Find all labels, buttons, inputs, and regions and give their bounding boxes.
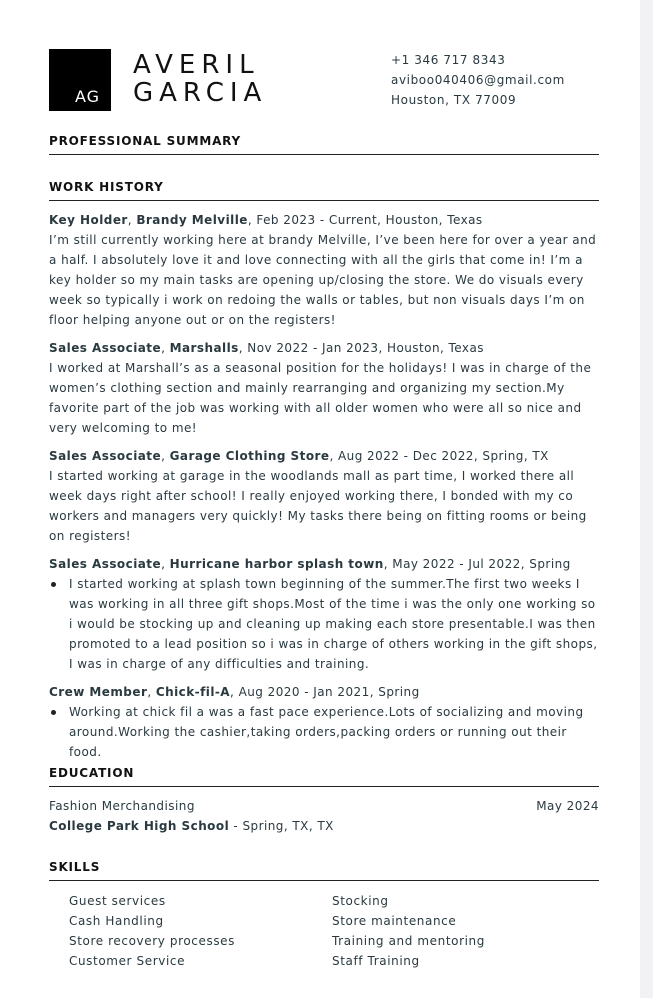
first-name: AVERIL xyxy=(133,50,260,80)
skill-item: Customer Service xyxy=(69,954,186,968)
job-employer: Marshalls xyxy=(169,341,239,355)
education-section xyxy=(49,766,599,836)
job-description: I worked at Marshall’s as a seasonal position for the holidays! I was in charge of the women’s clothing section and mainly rearranging and organizing my section.My favorite part of the job was working with all older women who were all so nice and very welcoming to me! xyxy=(49,361,592,435)
skill-item: Guest services xyxy=(69,894,166,908)
professional-summary-section xyxy=(49,134,599,155)
job-bullet xyxy=(49,574,599,674)
job-entry xyxy=(49,682,599,762)
section-title-summary: PROFESSIONAL SUMMARY xyxy=(49,134,599,155)
bullet-icon xyxy=(51,582,56,587)
job-title: Sales Associate xyxy=(49,557,162,571)
job-title: Sales Associate xyxy=(49,341,162,355)
skill-item: Training and mentoring xyxy=(332,934,485,948)
job-bullet-text: I started working at splash town beginning of the summer.The first two weeks I was working in all three gift shops.Most of the time i was the only one working so i would be stocking up and cleaning up making each store presentable.I was then promoted to a lead position so i was in charge of others working in the gift shops, I was in charge of any difficulties and training. xyxy=(69,577,598,671)
skills-column-right xyxy=(332,891,485,971)
degree: Fashion Merchandising xyxy=(49,799,195,813)
education-date: May 2024 xyxy=(536,799,599,813)
skills-section xyxy=(49,860,599,881)
education-entry xyxy=(49,796,599,836)
email-address: aviboo040406@gmail.com xyxy=(391,73,565,87)
job-entry xyxy=(49,446,599,546)
job-details: , Aug 2022 - Dec 2022, Spring, TX xyxy=(329,449,549,463)
location: Houston, TX 77009 xyxy=(391,93,517,107)
job-employer: Garage Clothing Store xyxy=(169,449,330,463)
job-bullet xyxy=(49,702,599,762)
job-sep: , xyxy=(147,685,156,699)
job-bullet-text: Working at chick fil a was a fast pace experience.Lots of socializing and moving around.Working the cashier,taking orders,packing orders or running out their food. xyxy=(69,705,584,759)
section-title-education: EDUCATION xyxy=(49,766,599,787)
job-description: I started working at garage in the woodlands mall as part time, I worked there all week days right after school! I really enjoyed working there, I bonded with my co workers and managers very quickly! My tasks there being on fitting rooms or being on registers! xyxy=(49,469,587,543)
skill-item: Staff Training xyxy=(332,954,420,968)
job-title: Crew Member xyxy=(49,685,148,699)
job-header xyxy=(49,554,599,574)
skills-column-left xyxy=(69,891,235,971)
initials-logo xyxy=(49,49,111,111)
job-details: , Aug 2020 - Jan 2021, Spring xyxy=(230,685,420,699)
section-title-work: WORK HISTORY xyxy=(49,180,599,201)
contact-block xyxy=(391,50,565,110)
job-sep: , xyxy=(161,557,170,571)
job-entry xyxy=(49,210,599,330)
school-name: College Park High School xyxy=(49,819,230,833)
work-history-section xyxy=(49,180,599,762)
school-location: - Spring, TX, TX xyxy=(229,819,334,833)
job-entry xyxy=(49,338,599,438)
job-header xyxy=(49,446,599,466)
job-title: Key Holder xyxy=(49,213,128,227)
job-employer: Brandy Melville xyxy=(136,213,248,227)
job-entry xyxy=(49,554,599,674)
school-line xyxy=(49,816,599,836)
job-details: , May 2022 - Jul 2022, Spring xyxy=(383,557,571,571)
job-details: , Feb 2023 - Current, Houston, Texas xyxy=(247,213,483,227)
last-name: GARCIA xyxy=(133,78,268,108)
skill-item: Store maintenance xyxy=(332,914,457,928)
candidate-name xyxy=(133,51,267,107)
skill-item: Store recovery processes xyxy=(69,934,236,948)
job-employer: Chick-fil-A xyxy=(155,685,231,699)
job-description: I’m still currently working here at brandy Melville, I’ve been here for over a year and a half. I absolutely love it and love connecting with all the girls that come in! I’m a key holder so my main tasks are opening up/closing the store. We do visuals every week so typically i work on redoing the walls or tables, but non visuals days I’m on floor helping anyone out or on the registers! xyxy=(49,233,597,327)
section-title-skills: SKILLS xyxy=(49,860,599,881)
job-sep: , xyxy=(161,341,170,355)
job-sep: , xyxy=(161,449,170,463)
phone-number: +1 346 717 8343 xyxy=(391,53,506,67)
job-header xyxy=(49,210,599,230)
job-employer: Hurricane harbor splash town xyxy=(169,557,384,571)
bullet-icon xyxy=(51,710,56,715)
job-sep: , xyxy=(127,213,137,227)
job-header xyxy=(49,682,599,702)
skill-item: Cash Handling xyxy=(69,914,164,928)
job-title: Sales Associate xyxy=(49,449,162,463)
job-header xyxy=(49,338,599,358)
initials-text: AG xyxy=(75,87,101,106)
skill-item: Stocking xyxy=(332,894,389,908)
job-details: , Nov 2022 - Jan 2023, Houston, Texas xyxy=(238,341,484,355)
page-margin xyxy=(640,0,653,998)
